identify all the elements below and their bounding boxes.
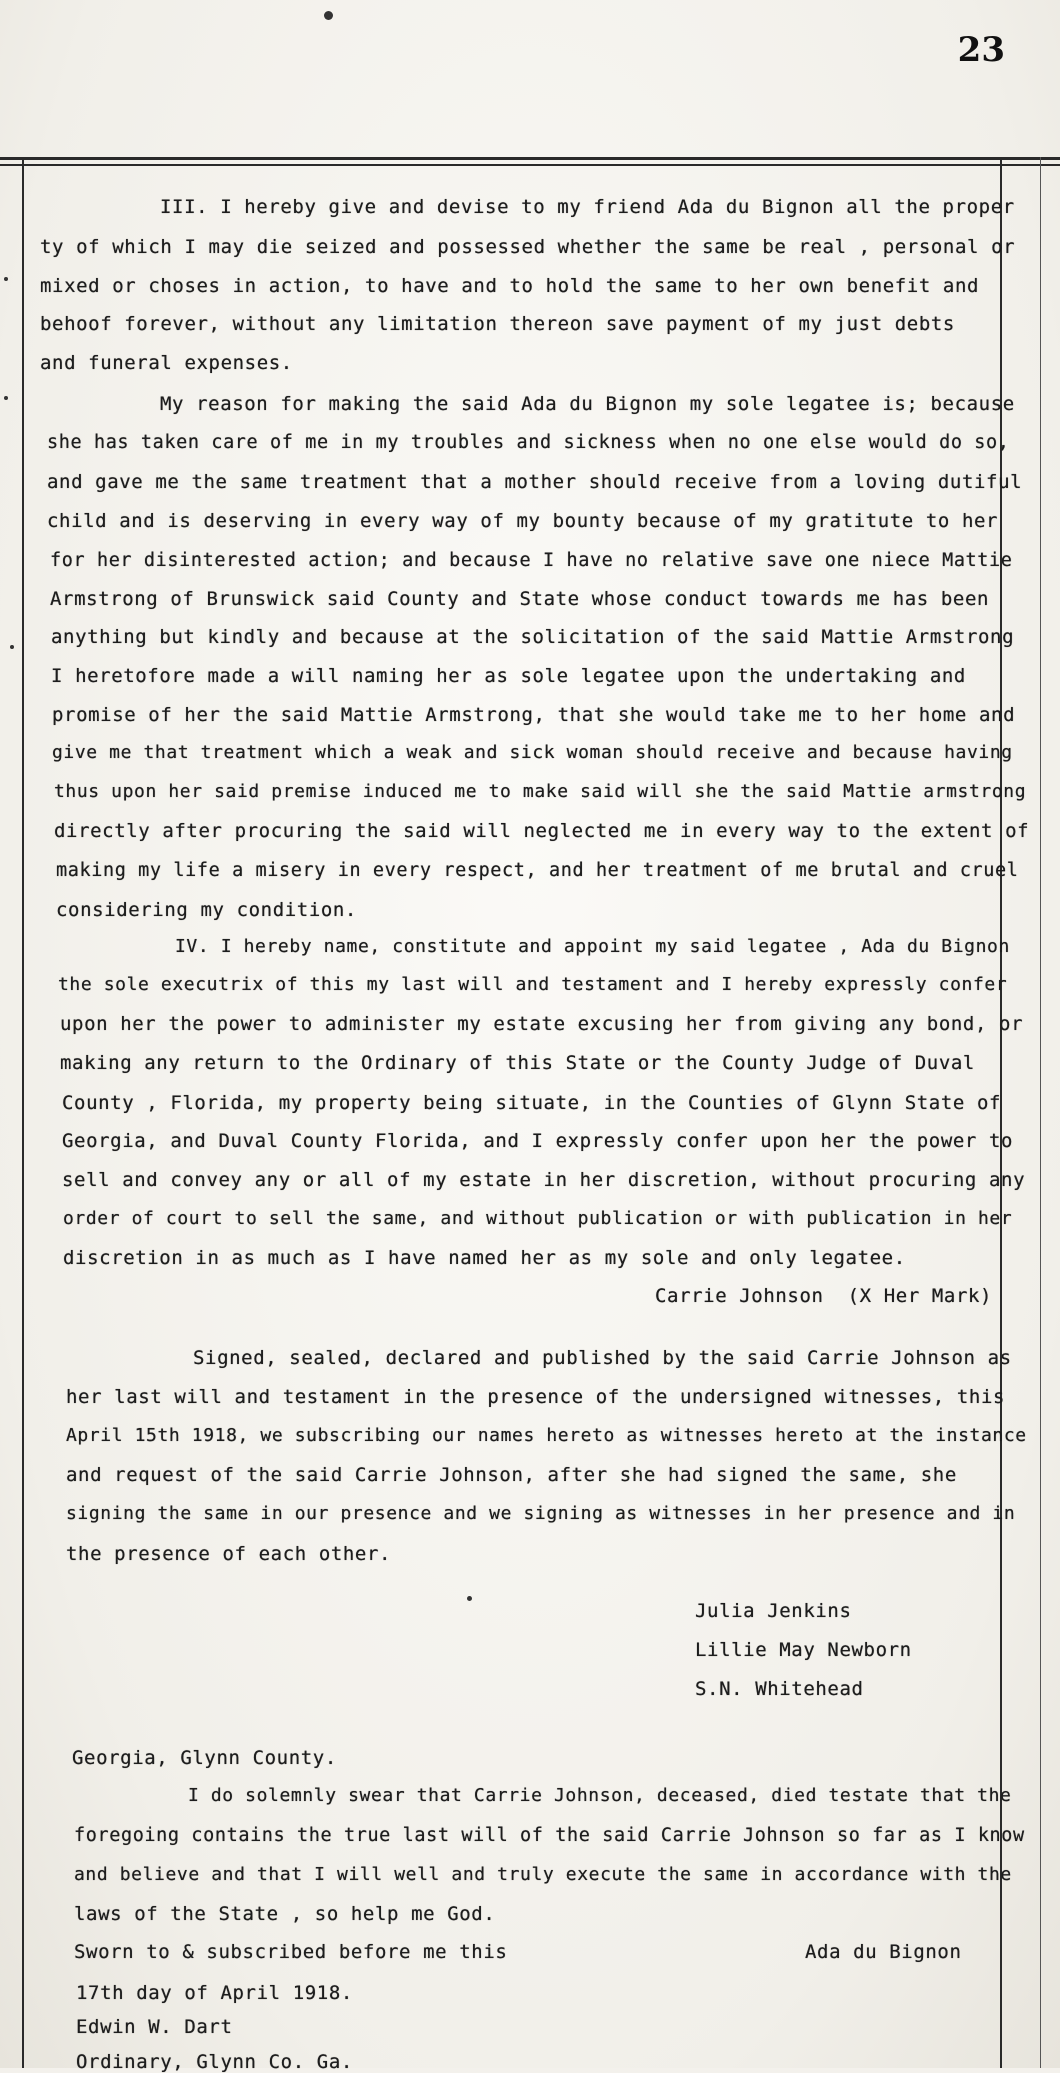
text-line: Georgia, and Duval County Florida, and I expressly confer upon her the power to xyxy=(62,1130,1014,1152)
text-line: My reason for making the said Ada du Bignon my sole legatee is; because xyxy=(160,393,1015,415)
text-line: order of court to sell the same, and without publication or with publication in her xyxy=(63,1208,1013,1229)
text-line: Lillie May Newborn xyxy=(695,1639,912,1661)
text-line: and request of the said Carrie Johnson, after she had signed the same, she xyxy=(66,1464,957,1486)
text-line: the presence of each other. xyxy=(66,1543,392,1565)
text-line: Carrie Johnson (X Her Mark) xyxy=(655,1285,993,1307)
text-line: County , Florida, my property being situate, in the Counties of Glynn State of xyxy=(62,1092,1002,1114)
top-rule xyxy=(0,157,1060,160)
text-line: give me that treatment which a weak and sick woman should receive and because having xyxy=(52,742,1013,763)
text-line: Sworn to & subscribed before me this xyxy=(74,1941,508,1963)
text-line: 17th day of April 1918. xyxy=(76,1982,353,2004)
text-line: I heretofore made a will naming her as sole legatee upon the undertaking and xyxy=(51,665,966,687)
page-number: 23 xyxy=(957,30,1005,70)
scan-speck xyxy=(467,1596,472,1601)
text-line: sell and convey any or all of my estate in her discretion, without procuring any xyxy=(62,1169,1026,1191)
text-line: the sole executrix of this my last will and testament and I hereby expressly confer xyxy=(58,974,1008,995)
scan-speck xyxy=(10,645,14,649)
text-line: mixed or choses in action, to have and to hold the same to her own benefit and xyxy=(40,275,980,297)
text-line: for her disinterested action; and because I have no relative save one niece Mattie xyxy=(50,550,1013,571)
text-line: thus upon her said premise induced me to make said will she the said Mattie armstrong xyxy=(54,781,1027,802)
text-line: and believe and that I will well and truly execute the same in accordance with the xyxy=(74,1864,1012,1885)
text-line: signing the same in our presence and we signing as witnesses in her presence and in xyxy=(66,1503,1016,1524)
text-line: behoof forever, without any limitation thereon save payment of my just debts xyxy=(40,313,955,335)
text-line: S.N. Whitehead xyxy=(695,1678,864,1700)
text-line: making my life a misery in every respect, and her treatment of me brutal and cruel xyxy=(56,860,1019,881)
text-line: laws of the State , so help me God. xyxy=(74,1903,496,1925)
text-line: III. I hereby give and devise to my friend Ada du Bignon all the proper xyxy=(160,196,1015,218)
text-line: Georgia, Glynn County. xyxy=(72,1747,337,1769)
text-line: foregoing contains the true last will of the said Carrie Johnson so far as I know xyxy=(74,1825,1025,1846)
text-line: directly after procuring the said will neglected me in every way to the extent of xyxy=(54,820,1030,842)
text-line: Armstrong of Brunswick said County and State whose conduct towards me has been xyxy=(50,588,990,610)
text-line: her last will and testament in the presence of the undersigned witnesses, this xyxy=(66,1386,1006,1408)
text-line: she has taken care of me in my troubles and sickness when no one else would do so, xyxy=(47,432,1010,453)
text-line: child and is deserving in every way of my bounty because of my gratitute to her xyxy=(47,510,999,532)
text-line: Ada du Bignon xyxy=(805,1941,962,1963)
top-rule-inner xyxy=(0,164,1060,166)
text-line: and gave me the same treatment that a mother should receive from a loving dutiful xyxy=(47,471,1023,493)
text-line: Julia Jenkins xyxy=(695,1600,852,1622)
text-line: anything but kindly and because at the solicitation of the said Mattie Armstrong xyxy=(51,626,1015,648)
text-line: considering my condition. xyxy=(56,899,357,921)
text-line: IV. I hereby name, constitute and appoint my said legatee , Ada du Bignon xyxy=(175,936,1010,957)
text-line: and funeral expenses. xyxy=(40,352,293,374)
left-margin-rule xyxy=(22,157,24,2068)
text-line: Ordinary, Glynn Co. Ga. xyxy=(76,2051,353,2073)
text-line: upon her the power to administer my estate excusing her from giving any bond, or xyxy=(60,1013,1024,1035)
binding-hole xyxy=(324,11,333,20)
text-line: Signed, sealed, declared and published by the said Carrie Johnson as xyxy=(193,1347,1012,1369)
text-line: promise of her the said Mattie Armstrong, that she would take me to her home and xyxy=(52,704,1016,726)
text-line: Edwin W. Dart xyxy=(76,2016,233,2038)
right-edge-rule xyxy=(1040,157,1041,2068)
text-line: I do solemnly swear that Carrie Johnson, deceased, died testate that the xyxy=(188,1785,1012,1806)
text-line: April 15th 1918, we subscribing our names hereto as witnesses hereto at the instance xyxy=(66,1425,1027,1446)
scan-speck xyxy=(4,277,8,281)
text-line: making any return to the Ordinary of this State or the County Judge of Duval xyxy=(60,1052,975,1074)
scan-speck xyxy=(4,396,8,400)
text-line: ty of which I may die seized and possessed whether the same be real , personal or xyxy=(40,236,1016,258)
text-line: discretion in as much as I have named her as my sole and only legatee. xyxy=(63,1247,906,1269)
